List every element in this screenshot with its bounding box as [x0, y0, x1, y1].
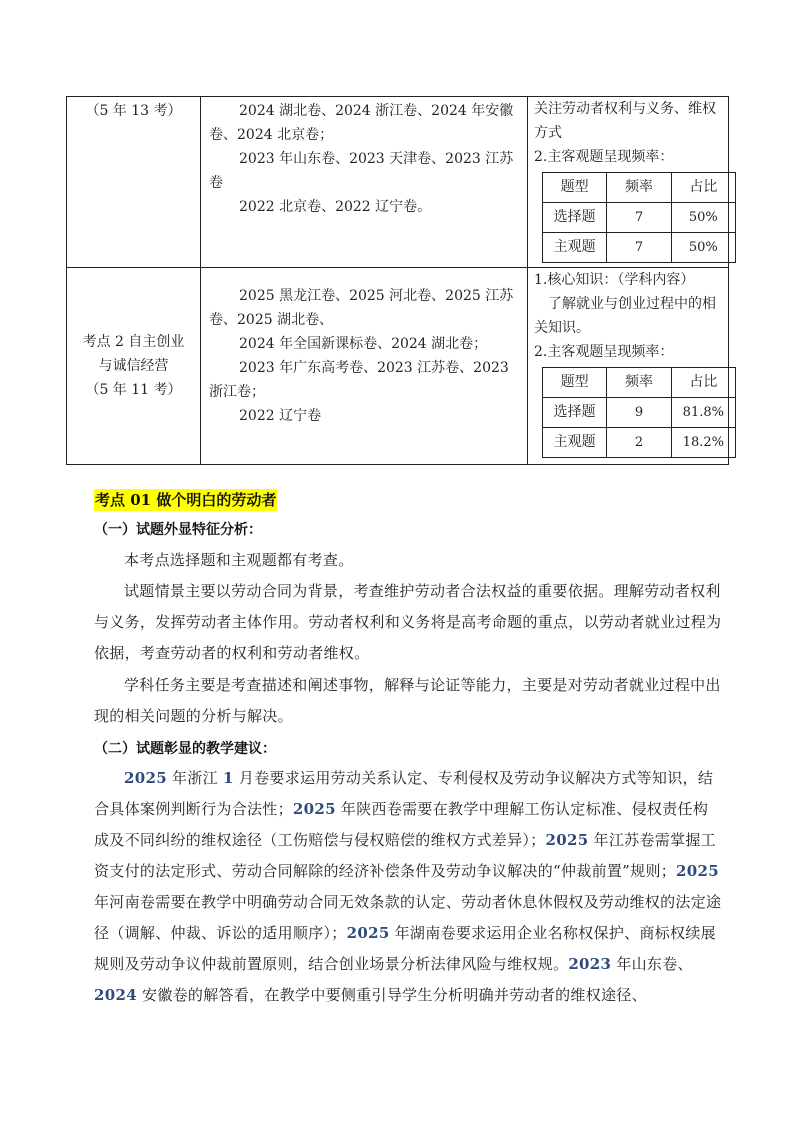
text-segment: 年湖南卷要求运用企业名称权保护、商标权续展规则及劳动争议仲裁前置原则，结合创业场景分析法律风险与维权规。: [94, 924, 716, 973]
type-cell: 主观题: [543, 428, 607, 458]
frequency-table: [542, 172, 736, 263]
type-cell: 选择题: [543, 398, 607, 428]
count-cell: 2: [607, 428, 671, 458]
ratio-cell: 50%: [671, 203, 735, 233]
type-cell: 选择题: [543, 203, 607, 233]
year-line: 2024 湖北卷、2024 浙江卷、2024 年安徽卷、2024 北京卷；: [209, 103, 514, 143]
year-line: 2022 辽宁卷: [239, 408, 322, 425]
ratio-cell: 50%: [671, 233, 735, 263]
paragraph-task: 学科任务主要是考查描述和阐述事物，解释与论证等能力，主要是对劳动者就业过程中出现的相关问题的分析与解决。: [94, 676, 721, 725]
year-line: 2023 年广东高考卷、2023 江苏卷、2023 浙江卷；: [209, 360, 509, 401]
year-number: 2025: [292, 800, 336, 818]
count-cell: 9: [607, 398, 671, 428]
header-cell: 题型: [543, 368, 607, 398]
type-cell: 主观题: [543, 233, 607, 263]
header-cell: 频率: [607, 368, 671, 398]
text-segment: 年河南卷需要在教学中明确劳动合同无效条款的认定、劳动者休息休假权及劳动维权的法定途径（调解、仲裁、诉讼的适用顺序）；: [94, 893, 722, 942]
year-number: 2023: [568, 955, 612, 973]
count-cell: 7: [607, 233, 671, 263]
exam-years-cell: [201, 268, 528, 465]
year-number: 2025: [346, 924, 390, 942]
point-title: 考点 2 自主创业与诚信经营: [82, 334, 185, 375]
frequency-table: [542, 367, 736, 458]
count-cell: 7: [607, 203, 671, 233]
text-segment: 安徽卷的解答看，在教学中要侧重引导学生分析明确并劳动者的维权途径、: [136, 986, 647, 1004]
notes-line: 2.主客观题呈现频率：: [534, 149, 674, 165]
ratio-cell: 18.2%: [671, 428, 735, 458]
header-cell: 频率: [607, 173, 671, 203]
text-segment: 年山东卷、: [611, 955, 693, 973]
frequency-row: [543, 428, 736, 458]
frequency-row: [543, 398, 736, 428]
exam-point-cell: [67, 268, 201, 465]
paragraph-suggestions: [94, 763, 722, 1011]
frequency-row: [543, 203, 736, 233]
frequency-header-row: [543, 368, 736, 398]
year-number: 2025: [124, 769, 167, 787]
subheading-features: （一）试题外显特征分析：: [94, 522, 262, 538]
text-segment: 年浙江: [166, 769, 223, 787]
year-line: 2024 年全国新课标卷、2024 湖北卷；: [239, 336, 488, 353]
notes-line: 关注劳动者权利与义务、维权方式: [534, 101, 716, 141]
text-segment: 月卷要求运用劳动关系认定、专利侵权及劳动争议解决方式等知识，结合具体案例判断行为合法性；: [94, 769, 714, 818]
year-line: 2023 年山东卷、2023 天津卷、2023 江苏卷: [209, 151, 514, 191]
year-line: 2022 北京卷、2022 辽宁卷。: [239, 199, 432, 215]
exam-frequency-table: [66, 96, 729, 465]
exam-count: （5 年 13 考）: [85, 103, 182, 119]
notes-line: 了解就业与创业过程中的相关知识。: [534, 296, 716, 337]
exam-count: （5 年 11 考）: [85, 382, 182, 399]
year-number: 1: [223, 769, 234, 787]
notes-line: 2.主客观题呈现频率：: [534, 344, 674, 361]
table-row: [67, 97, 729, 268]
header-cell: 题型: [543, 173, 607, 203]
text-segment: 年陕西卷需要在教学中理解工伤认定标准、侵权责任构成及不同纠纷的维权途径（工伤赔偿与侵权赔偿的维权方式差异）；: [94, 800, 709, 849]
frequency-row: [543, 233, 736, 263]
subheading-suggestions: （二）试题彰显的教学建议：: [94, 741, 276, 757]
paragraph-scope: 本考点选择题和主观题都有考查。: [124, 551, 354, 569]
header-cell: 占比: [671, 368, 735, 398]
table-row: [67, 268, 729, 465]
year-number: 2025: [545, 831, 589, 849]
exam-years-cell: [201, 97, 528, 268]
notes-line: 1.核心知识：（学科内容）: [534, 272, 695, 289]
notes-cell: [528, 97, 729, 268]
year-number: 2025: [676, 862, 719, 880]
year-number: 2024: [94, 986, 137, 1004]
frequency-header-row: [543, 173, 736, 203]
text-segment: 年江苏卷需掌握工资支付的法定形式、劳动合同解除的经济补偿条件及劳动争议解决的“仲裁前置”规则；: [94, 831, 716, 880]
notes-cell: [528, 268, 729, 465]
header-cell: 占比: [671, 173, 735, 203]
year-line: 2025 黑龙江卷、2025 河北卷、2025 江苏卷、2025 湖北卷、: [209, 288, 514, 329]
ratio-cell: 81.8%: [671, 398, 735, 428]
exam-point-cell: [67, 97, 201, 268]
section-heading: 考点 01 做个明白的劳动者: [95, 491, 277, 509]
paragraph-context: 试题情景主要以劳动合同为背景，考查维护劳动者合法权益的重要依据。理解劳动者权利与义务，发挥劳动者主体作用。劳动者权利和义务将是高考命题的重点，以劳动者就业过程为依据，考查劳动者的权利和劳动者维权。: [94, 582, 722, 662]
